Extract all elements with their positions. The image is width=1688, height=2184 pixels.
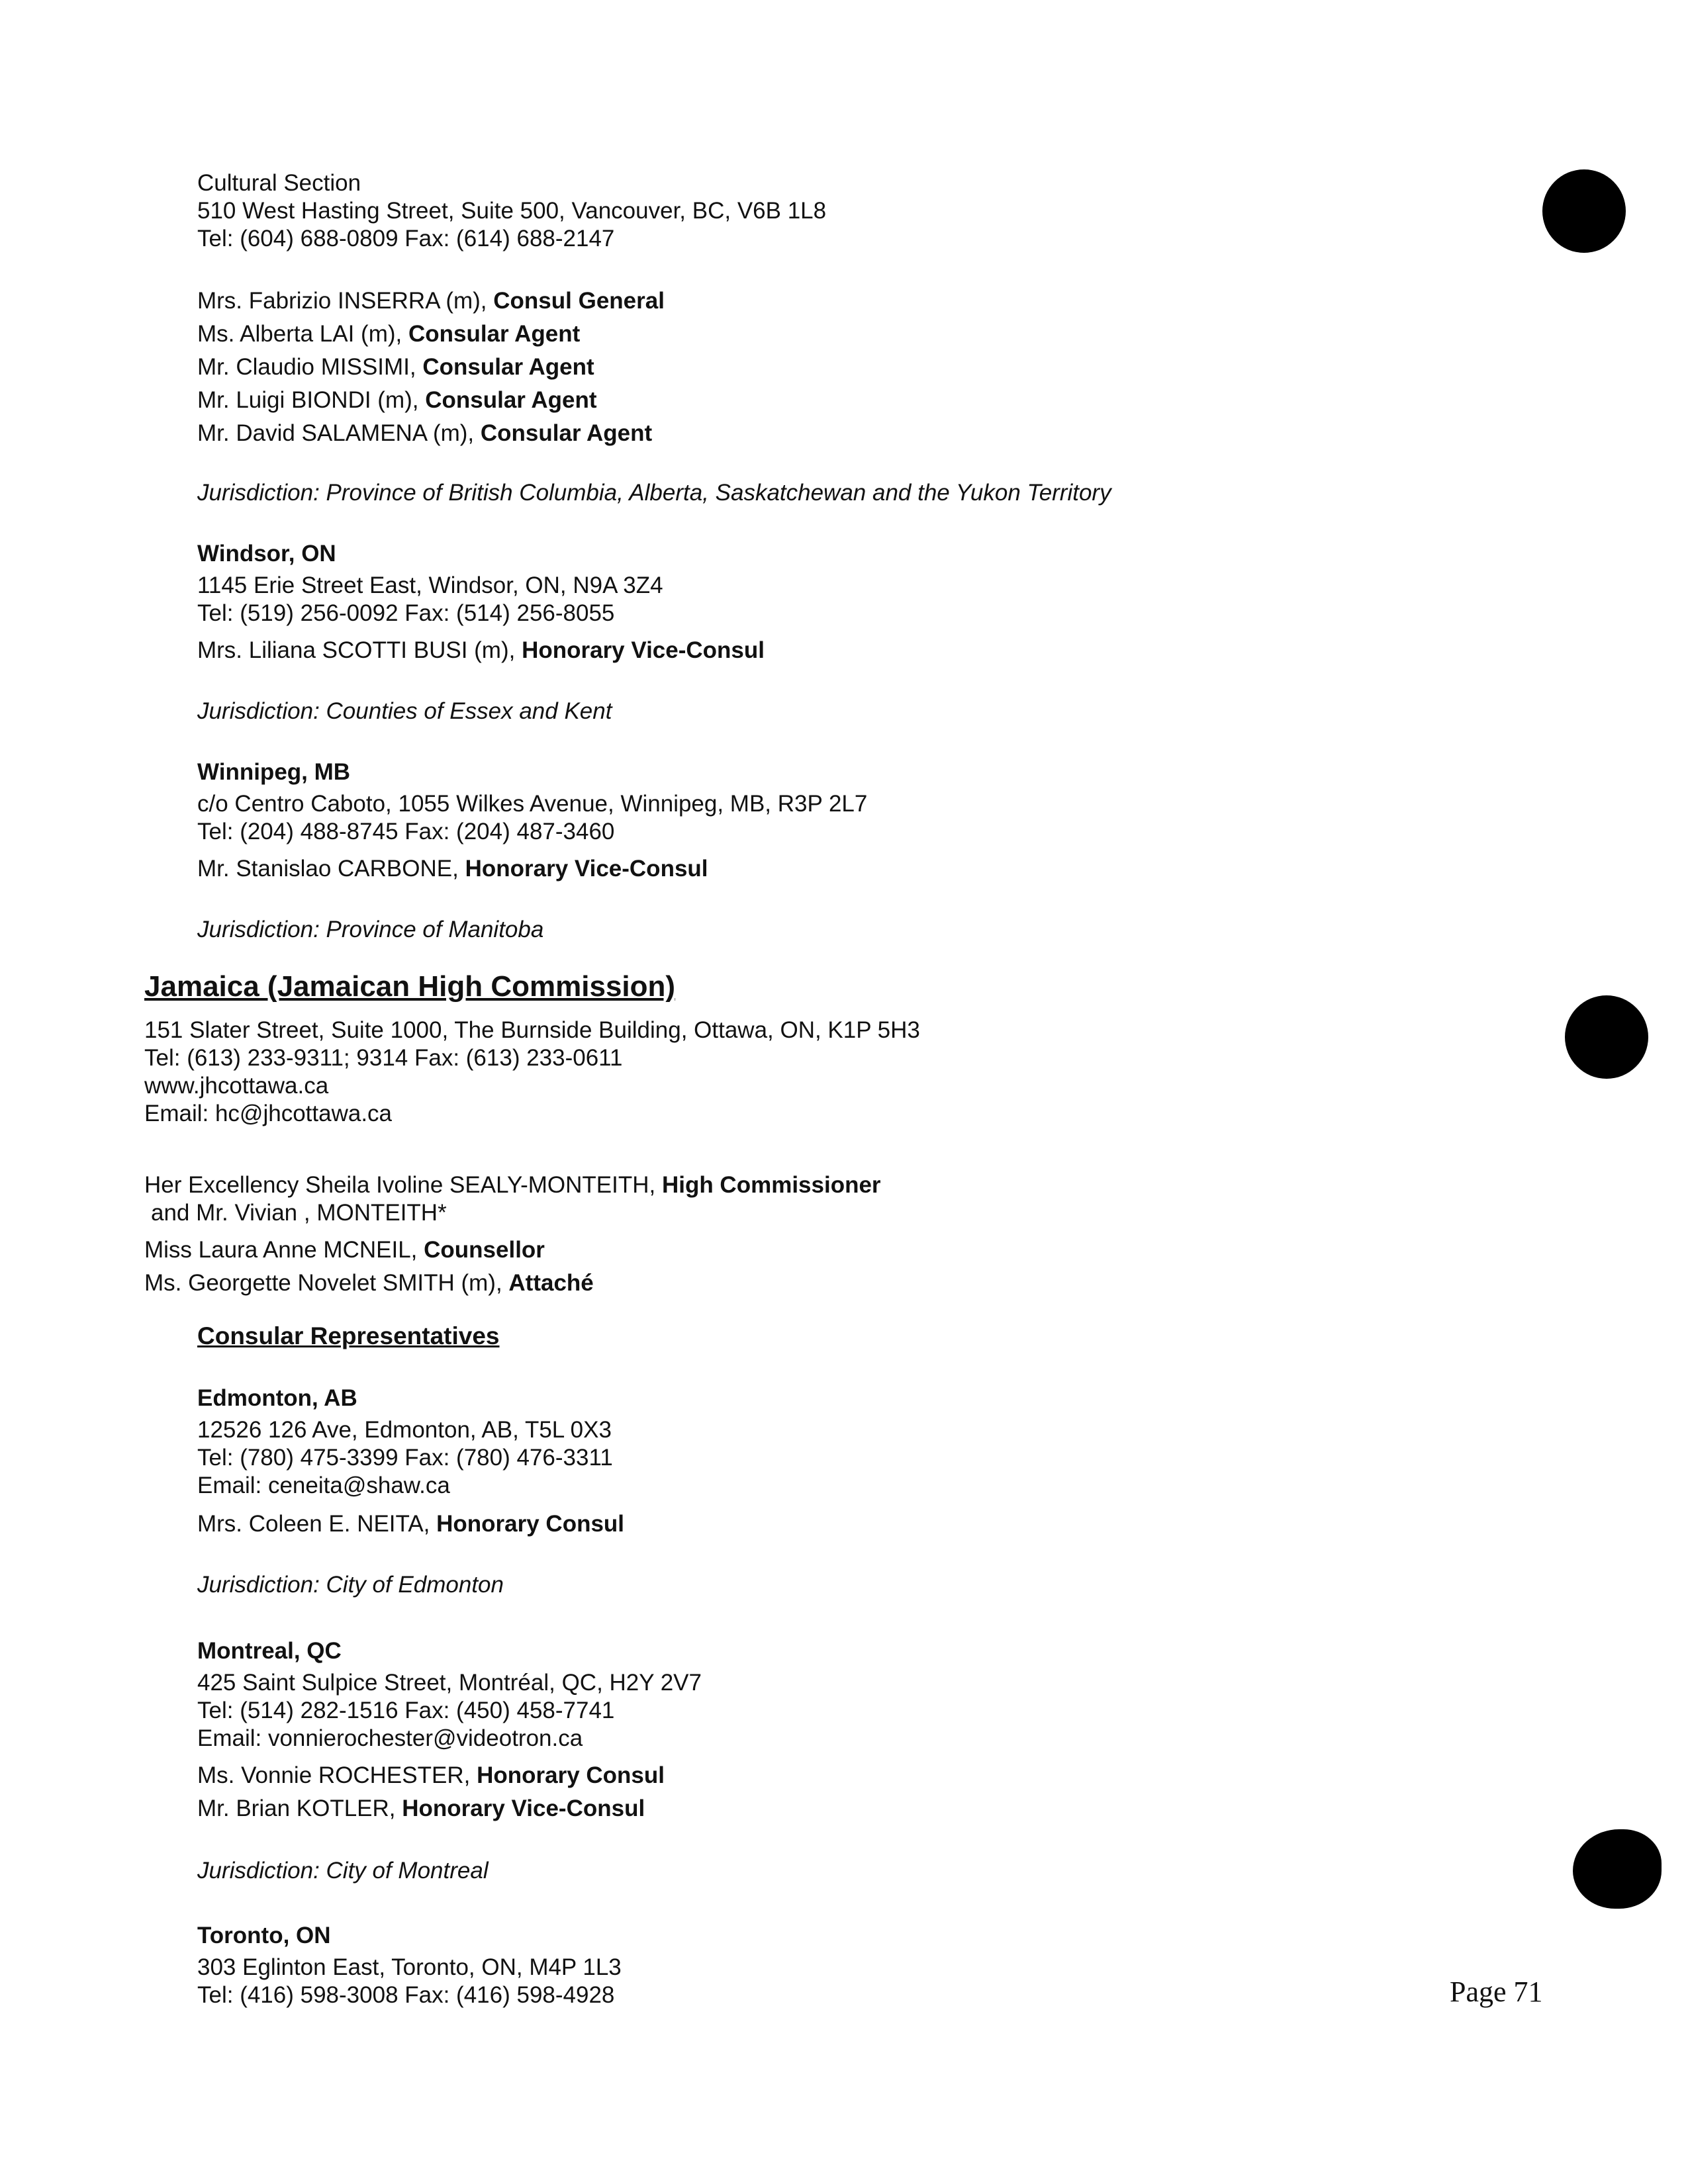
jurisdiction-note: Jurisdiction: City of Edmonton bbox=[197, 1572, 504, 1598]
spouse-entry: and Mr. Vivian , MONTEITH* bbox=[151, 1200, 447, 1226]
office-tel: Tel: (416) 598-3008 Fax: (416) 598-4928 bbox=[197, 1982, 615, 2008]
office-tel: Tel: (204) 488-8745 Fax: (204) 487-3460 bbox=[197, 819, 615, 844]
person-entry: Ms. Alberta LAI (m), Consular Agent bbox=[197, 321, 581, 347]
embassy-address: 151 Slater Street, Suite 1000, The Burnside Building, Ottawa, ON, K1P 5H3 bbox=[144, 1017, 920, 1043]
office-address: 12526 126 Ave, Edmonton, AB, T5L 0X3 bbox=[197, 1417, 612, 1443]
person-entry: Mrs. Fabrizio INSERRA (m), Consul General bbox=[197, 288, 665, 314]
embassy-website: www.jhcottawa.ca bbox=[144, 1073, 329, 1099]
embassy-email: Email: hc@jhcottawa.ca bbox=[144, 1101, 393, 1126]
cultural-section-title: Cultural Section bbox=[197, 170, 361, 196]
jurisdiction-note: Jurisdiction: Province of British Columbia, Alberta, Saskatchewan and the Yukon Territory bbox=[197, 480, 1111, 506]
office-heading-montreal: Montreal, QC bbox=[197, 1638, 342, 1664]
embassy-tel: Tel: (613) 233-9311; 9314 Fax: (613) 233-0611 bbox=[144, 1045, 623, 1071]
office-tel: Tel: (514) 282-1516 Fax: (450) 458-7741 bbox=[197, 1698, 615, 1723]
office-tel: Tel: (780) 475-3399 Fax: (780) 476-3311 bbox=[197, 1445, 613, 1471]
office-tel: Tel: (519) 256-0092 Fax: (514) 256-8055 bbox=[197, 600, 615, 626]
page-number: Page 71 bbox=[1450, 1976, 1543, 2008]
cultural-section-tel: Tel: (604) 688-0809 Fax: (614) 688-2147 bbox=[197, 226, 615, 251]
cultural-section-address: 510 West Hasting Street, Suite 500, Vancouver, BC, V6B 1L8 bbox=[197, 198, 827, 224]
punch-hole bbox=[1565, 995, 1648, 1079]
person-entry: Ms. Georgette Novelet SMITH (m), Attaché bbox=[144, 1270, 594, 1296]
office-email: Email: ceneita@shaw.ca bbox=[197, 1473, 450, 1498]
punch-hole bbox=[1573, 1829, 1662, 1909]
jurisdiction-note: Jurisdiction: Province of Manitoba bbox=[197, 917, 544, 942]
consular-representatives-heading: Consular Representatives bbox=[197, 1322, 500, 1349]
country-heading: Jamaica (Jamaican High Commission) bbox=[144, 970, 676, 1003]
person-entry: Ms. Vonnie ROCHESTER, Honorary Consul bbox=[197, 1762, 665, 1788]
person-entry: Mrs. Coleen E. NEITA, Honorary Consul bbox=[197, 1511, 625, 1537]
office-address: c/o Centro Caboto, 1055 Wilkes Avenue, Winnipeg, MB, R3P 2L7 bbox=[197, 791, 868, 817]
person-entry: Mr. David SALAMENA (m), Consular Agent bbox=[197, 420, 653, 446]
office-heading-toronto: Toronto, ON bbox=[197, 1923, 331, 1948]
person-entry: Mrs. Liliana SCOTTI BUSI (m), Honorary Vice-Consul bbox=[197, 637, 765, 663]
person-entry: Miss Laura Anne MCNEIL, Counsellor bbox=[144, 1237, 545, 1263]
person-entry: Mr. Brian KOTLER, Honorary Vice-Consul bbox=[197, 1796, 645, 1821]
office-address: 303 Eglinton East, Toronto, ON, M4P 1L3 bbox=[197, 1954, 622, 1980]
jurisdiction-note: Jurisdiction: Counties of Essex and Kent bbox=[197, 698, 612, 724]
office-heading-winnipeg: Winnipeg, MB bbox=[197, 759, 351, 785]
jurisdiction-note: Jurisdiction: City of Montreal bbox=[197, 1858, 489, 1884]
office-heading-windsor: Windsor, ON bbox=[197, 541, 336, 567]
punch-hole bbox=[1542, 169, 1626, 253]
person-entry: Mr. Stanislao CARBONE, Honorary Vice-Consul bbox=[197, 856, 708, 882]
office-address: 1145 Erie Street East, Windsor, ON, N9A 3Z4 bbox=[197, 572, 663, 598]
person-entry: Mr. Claudio MISSIMI, Consular Agent bbox=[197, 354, 594, 380]
office-email: Email: vonnierochester@videotron.ca bbox=[197, 1725, 583, 1751]
person-entry: Mr. Luigi BIONDI (m), Consular Agent bbox=[197, 387, 597, 413]
person-entry: Her Excellency Sheila Ivoline SEALY-MONTEITH, High Commissioner bbox=[144, 1172, 881, 1198]
office-address: 425 Saint Sulpice Street, Montréal, QC, H2Y 2V7 bbox=[197, 1670, 702, 1696]
office-heading-edmonton: Edmonton, AB bbox=[197, 1385, 357, 1411]
